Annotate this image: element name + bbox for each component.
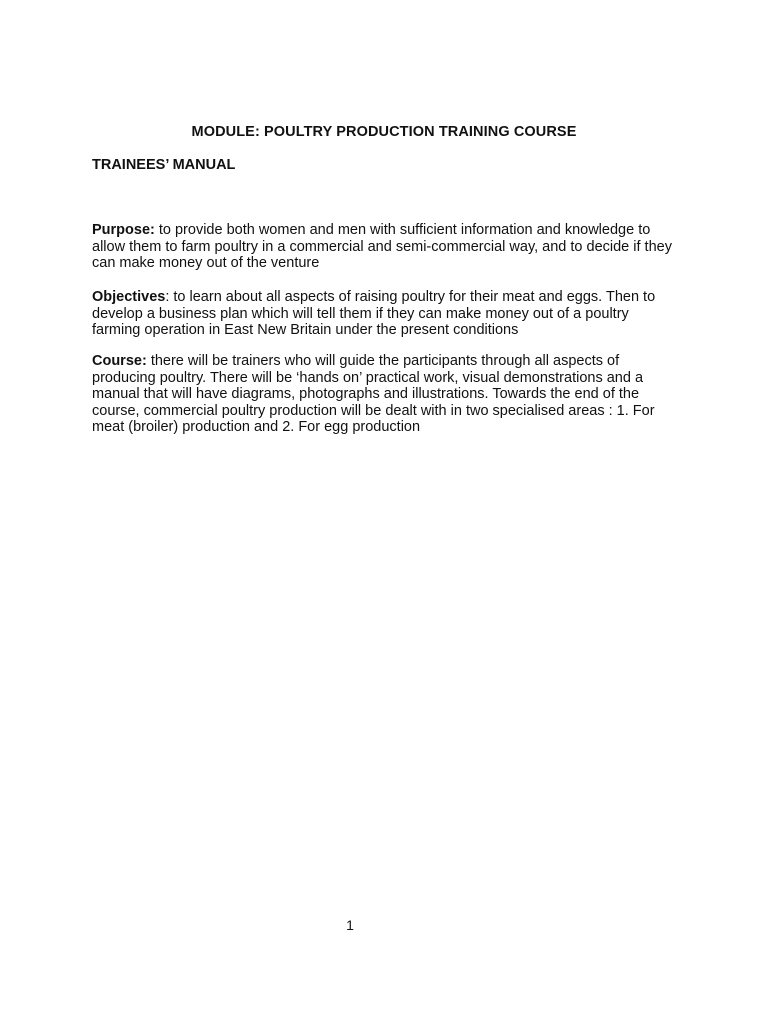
course-label: Course: [92,353,147,369]
objectives-paragraph [92,289,678,339]
page-number: 1 [346,917,354,933]
objectives-text: : to learn about all aspects of raising poultry for their meat and eggs. Then to develop a business plan which will tell them if they can make money out of a poultry farming operation in East New Britain under the present conditions [92,289,656,338]
purpose-text: to provide both women and men with sufficient information and knowledge to allow them to farm poultry in a commercial and semi-commercial way, and to decide if they can make money out of the venture [92,222,672,271]
course-paragraph [92,353,678,436]
module-title: MODULE: POULTRY PRODUCTION TRAINING COURSE [191,124,577,140]
manual-title: TRAINEES’ MANUAL [92,157,236,173]
purpose-paragraph [92,222,678,272]
course-text: there will be trainers who will guide the participants through all aspects of producing poultry. There will be ‘hands on’ practical work, visual demonstrations and a manual that will have diagrams, photographs and illustrations. Towards the end of the course, commercial poultry production will be dealt with in two specialised areas : 1. For meat (broiler) production and 2. For egg production [92,353,655,435]
objectives-label: Objectives [92,289,166,305]
purpose-label: Purpose: [92,222,155,238]
